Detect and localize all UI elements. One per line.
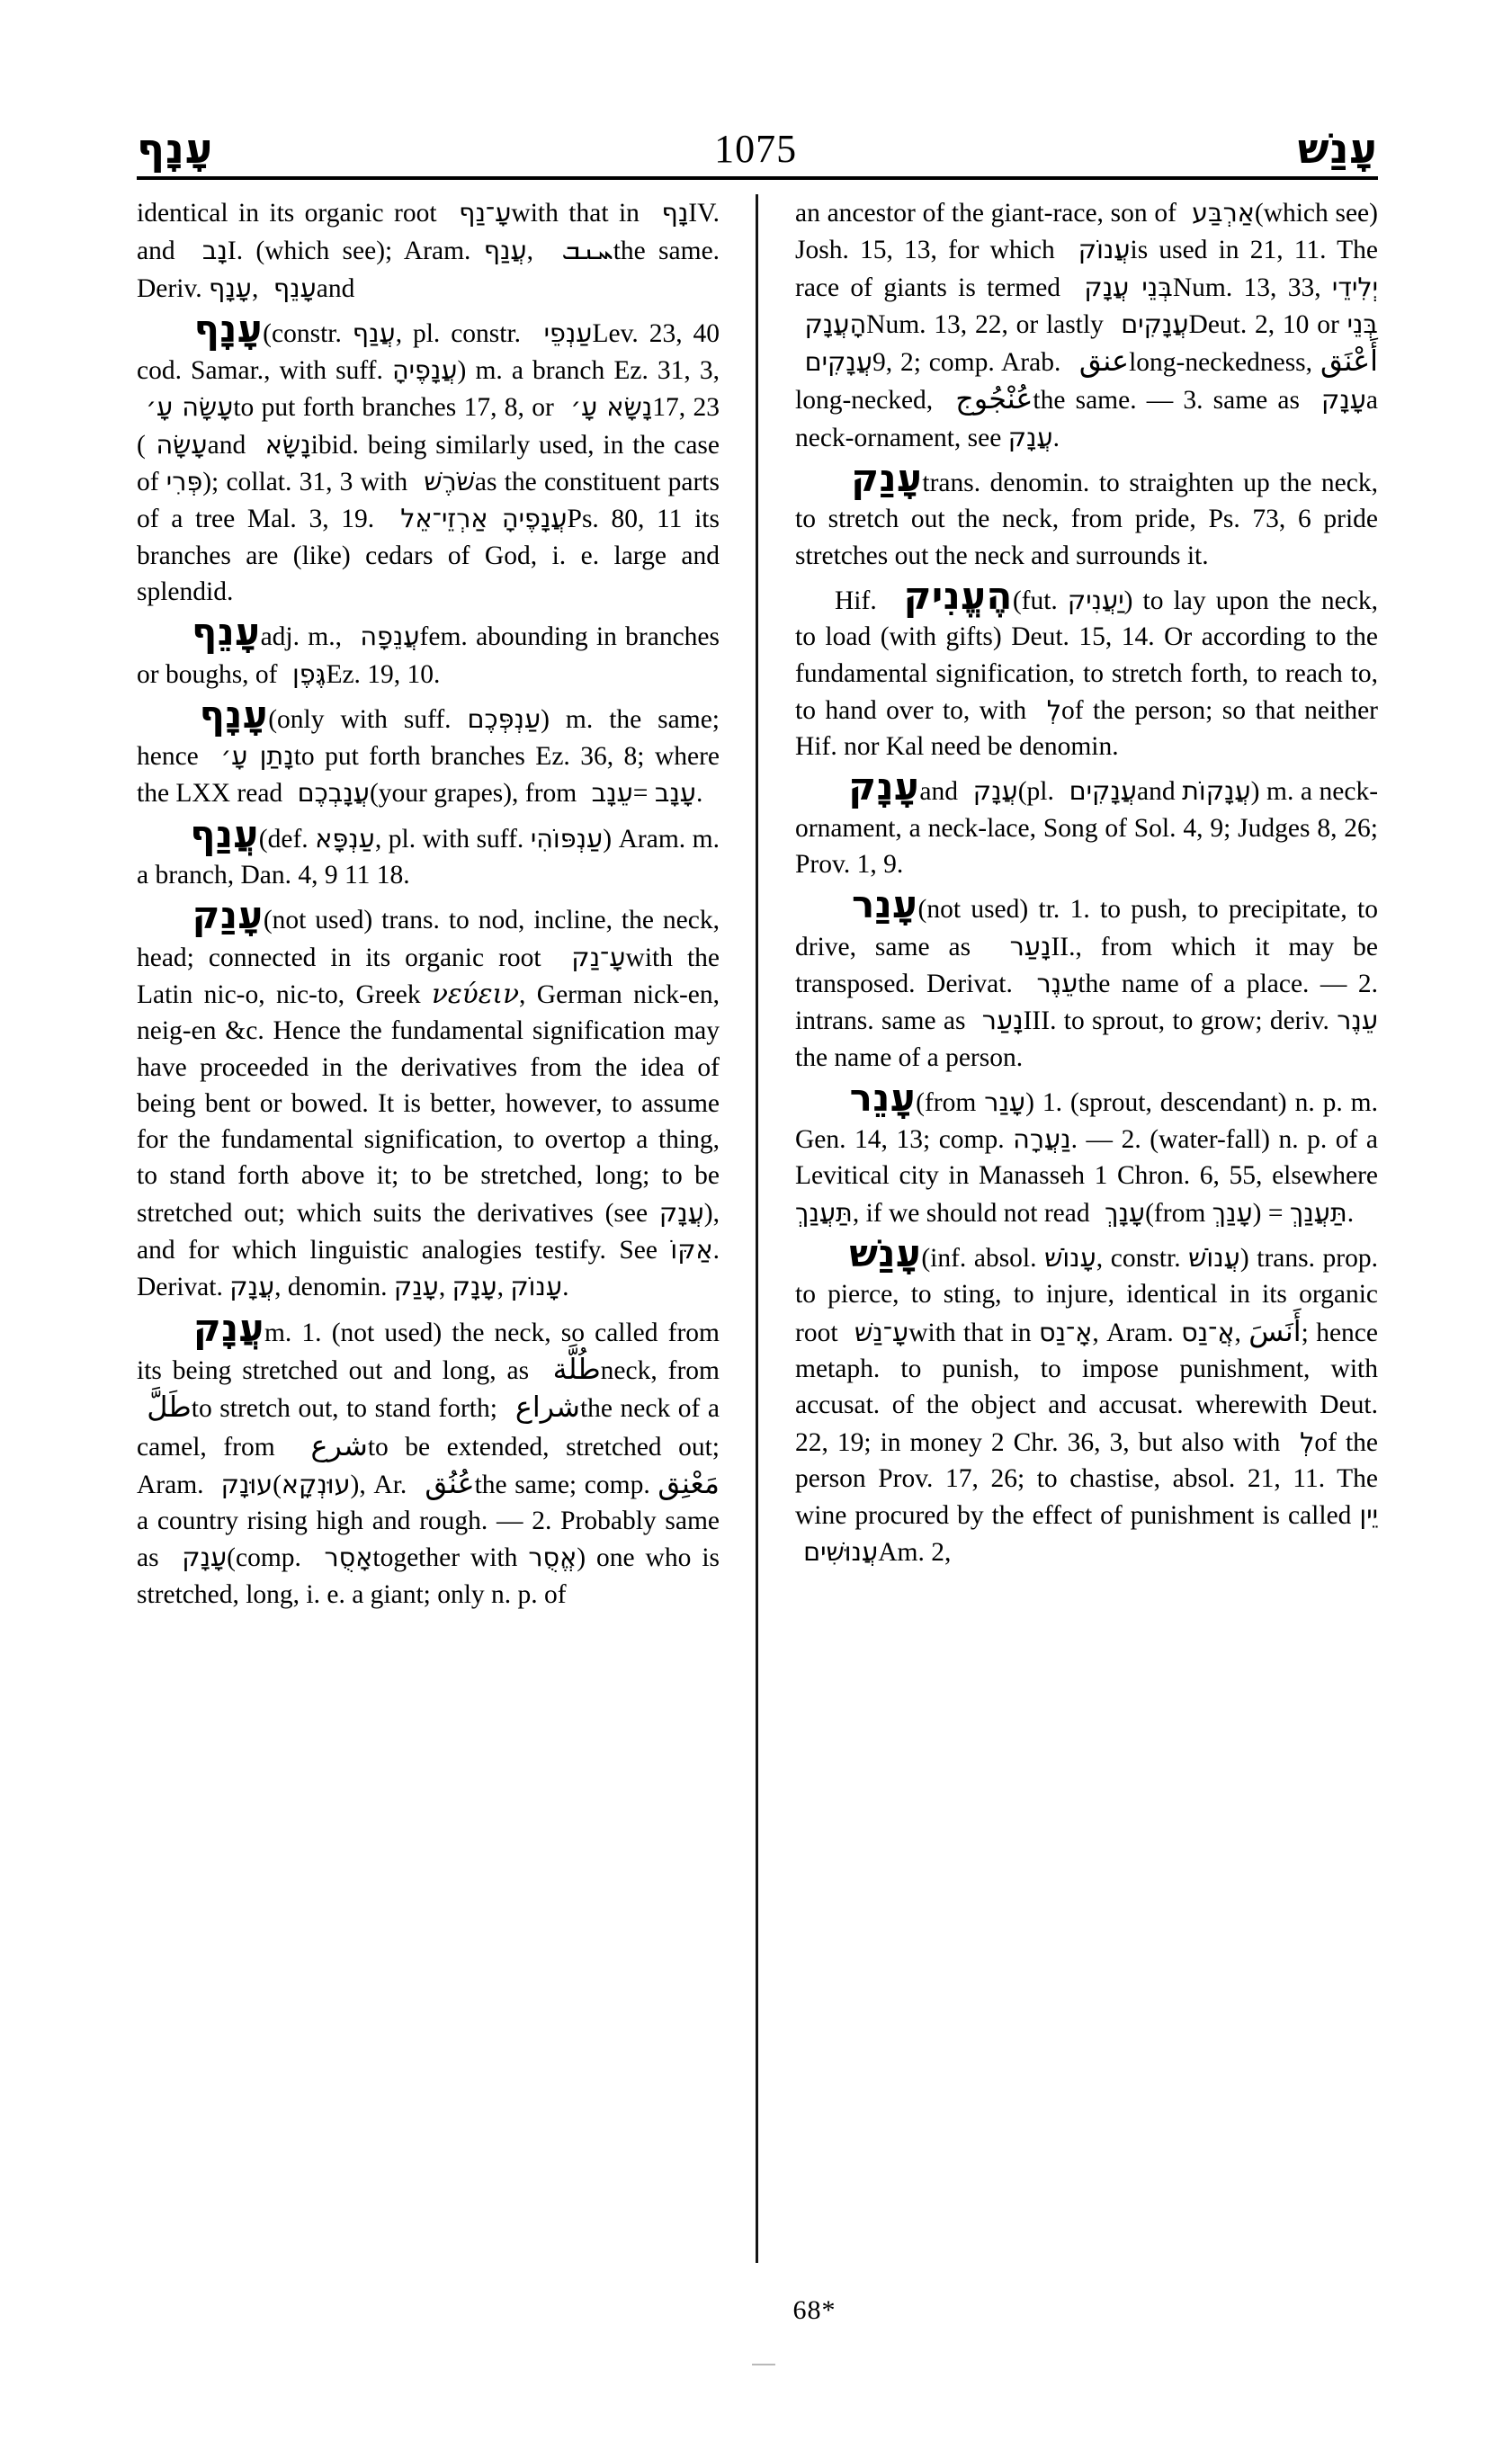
hebrew-text: עָנָק: [1310, 384, 1366, 416]
hebrew-text: עָנוֹק: [510, 1271, 563, 1302]
hebrew-text: עֵנָב: [583, 777, 633, 809]
dictionary-entry: עֲנָק m. 1. (not used) the neck, so called from its being stretched out and long, as طُلَّة neck, from طَلَّ to stretch out, to stand forth; شراع the neck of a camel, from شرع to be extended, stretched out; Aram. עוּנָק (עוּנְקָא), Ar. عُنُق the same; comp. مَعْنِق a country rising high and rough. — 2. Probably same as עָנָק (comp. אָסֻר together with אֱסֻר) one who is stretched, long, i. e. a giant; only n. p. of: [137, 1305, 720, 1609]
hebrew-text: נַעֲרָה: [1013, 1123, 1071, 1155]
hebrew-text: עָ־נַף: [447, 197, 512, 228]
two-column-body: [137, 194, 1378, 2290]
hebrew-text: עֲנָק: [1007, 421, 1053, 452]
entry-lemma: עָנַר: [835, 882, 918, 927]
arabic-text: أَعْنَق: [1320, 344, 1378, 379]
hebrew-text: בְּנֵי עֲנָקִים: [795, 308, 1378, 378]
hebrew-text: נָף: [649, 197, 689, 228]
hebrew-text: עַנְפָּא: [315, 822, 375, 854]
hebrew-text: נָשָׂא עָ׳: [561, 391, 653, 423]
hebrew-text: עֲנָפֶיהָ: [391, 354, 458, 386]
entry-lemma: עָנֵף: [176, 610, 261, 655]
entry-lemma: עָנָק: [835, 765, 920, 809]
dictionary-entry: עָנַר (not used) tr. 1. to push, to precipitate, to drive, same as נָעַר II., from which it may be transposed. Derivat. עֵנֶר the name of a place. — 2. intrans. same as נָעַר III. to sprout, to grow; deriv. עֵנֶר the name of a person.: [795, 882, 1379, 1072]
hebrew-text: עַנְפּוֹהִי: [530, 822, 604, 854]
hebrew-text: אָסֻר: [311, 1542, 373, 1573]
hebrew-text: עוּנְקָא: [281, 1468, 351, 1499]
arabic-text: عُنُق: [414, 1465, 475, 1500]
hebrew-text: עָנַר: [984, 1086, 1026, 1117]
hebrew-text: עָנַק: [393, 1271, 439, 1302]
dictionary-entry-conjugation: Hif. הֶעֱנִיק (fut. יַעֲנִיק) to lay upon the neck, to load (with gifts) Deut. 15, 14. Or according to the fundamental signification, to stretch forth, to reach to, to hand over to, with לְ of the person; so that neither Hif. nor Kal need be denomin.: [795, 573, 1379, 762]
hebrew-text: אֱסֻר: [528, 1542, 577, 1573]
hebrew-text: אָ־נַס: [1038, 1316, 1093, 1347]
hebrew-text: עֲנַף: [483, 235, 527, 266]
hebrew-text: לְ: [1289, 1426, 1315, 1457]
hebrew-text: עֲנָקִים: [1111, 308, 1189, 339]
running-head-left-headword: עָנָף: [137, 124, 214, 173]
hebrew-text: עֲנָק: [964, 775, 1018, 807]
hebrew-text: עֲנוֹשׁ: [1188, 1242, 1240, 1274]
arabic-text: طَلَّ: [137, 1390, 192, 1425]
hebrew-text: עָנָךְ: [1096, 1196, 1146, 1228]
header-rule: [137, 176, 1378, 180]
signature-mark: [0, 2295, 1512, 2326]
right-column: [795, 194, 1378, 2290]
arabic-text: طُلَّة: [540, 1351, 601, 1386]
hebrew-text: עֲנֵפָה: [350, 621, 420, 652]
syriac-text: ܚܢܒ: [546, 232, 613, 267]
hebrew-text: עָנוֹשׁ: [1044, 1242, 1096, 1274]
dictionary-entry: עָנָק and עֲנָק (pl. עֲנָקִים and עֲנָקוֹת) m. a neck-ornament, a neck-lace, Song of Sol. 4, 9; Judges 8, 26; Prov. 1, 9.: [795, 765, 1379, 880]
greek-text: νεύειν: [432, 978, 520, 1009]
dictionary-entry: עָנַשׁ (inf. absol. עָנוֹשׁ, constr. עֲנוֹשׁ) trans. prop. to pierce, to sting, to injure, identical in its organic root עָ־נַשׁ with that in אָ־נַס, Aram. אֲ־נַס, أَنَسَ; hence metaph. to punish, to impose punishment, with accusat. of the object and accusat. wherewith Deut. 22, 19; in money 2 Chr. 36, 3, but also with לְ of the person Prov. 17, 26; to chastise, absol. 21, 11. The wine procured by the effect of punishment is called יֵין עֲנוּשִׁים Am. 2,: [795, 1231, 1379, 1568]
arabic-text: عنق: [1069, 344, 1130, 379]
hebrew-text: נָעַר: [989, 930, 1051, 961]
entry-lemma: עָנַק: [176, 893, 264, 938]
left-column: [137, 194, 720, 2290]
entry-lemma: הֶעֱנִיק: [886, 573, 1013, 618]
hebrew-text: שֹׁרֶשׁ: [415, 466, 475, 497]
hebrew-text: נָב: [187, 235, 228, 266]
hebrew-text: נָתַן עָ׳: [209, 740, 294, 772]
entry-lemma: עָנָף: [176, 692, 269, 737]
entry-lemma: עָנַק: [835, 456, 923, 501]
signature-mark-label: 68*: [792, 2295, 837, 2325]
hebrew-text: עָ־נַק: [555, 941, 626, 972]
dictionary-entry: עָנַק (not used) trans. to nod, incline, the neck, head; connected in its organic root עָ־נַק with the Latin nic-o, nic-to, Greek νεύειν, German nick-en, neig-en &c. Hence the fundamental signification may have proceeded in the derivatives from the idea of being bent or bowed. It is better, however, to assume for the fundamental signification, to overtop a thing, to stand forth above it; to be stretched, long; to be stretched out; which suits the derivatives (see עֲנָק), and for which linguistic analogies testify. See אַקּוֹ. Derivat. עֲנָק, denomin. עָנַק, עָנָק, עָנוֹק.: [137, 893, 720, 1302]
running-head-right-headword: עָנַשׁ: [1297, 124, 1378, 173]
hebrew-text: יְלִידֵי הָעֲנָק: [795, 271, 1378, 339]
hebrew-text: תַּעֲנַךְ: [1289, 1196, 1347, 1228]
paragraph-continuation: identical in its organic root עָ־נַף with that in נָף IV. and נָב I. (which see); Aram. עֲנַף, ܚܢܒ the same. Deriv. עָנָף, עָנֵף and: [137, 197, 720, 303]
arabic-text: شرع: [291, 1427, 368, 1462]
hebrew-text: עֲנָקוֹת: [1182, 775, 1251, 807]
hebrew-text: עֲנָק: [658, 1196, 704, 1228]
page-tick-mark: [752, 2364, 775, 2365]
hebrew-text: אַרְבַּע: [1183, 197, 1255, 228]
hebrew-text: עֲנָפֶיהָ אַרְזֵי־אֵל: [386, 503, 568, 534]
entry-lemma: עָנָף: [176, 306, 264, 351]
hebrew-text: עָשָׂה עָ׳: [137, 391, 234, 423]
hebrew-text: פְּרִי: [166, 466, 203, 497]
arabic-text: أَنَسَ: [1248, 1313, 1302, 1348]
hebrew-text: אֲ־נַס: [1181, 1316, 1235, 1347]
arabic-text: عُنْجُوج: [943, 381, 1033, 416]
paragraph-continuation: an ancestor of the giant-race, son of אַרְבַּע (which see) Josh. 15, 13, for which עֲנוֹק is used in 21, 11. The race of giants is termed בְּנֵי עֲנָק Num. 13, 33, יְלִידֵי הָעֲנָק Num. 13, 22, or lastly עֲנָקִים Deut. 2, 10 or בְּנֵי עֲנָקִים 9, 2; comp. Arab. عنق long-neckedness, أَعْنَق long-necked, عُنْجُوج the same. — 3. same as עָנָק a neck-ornament, see עֲנָק.: [795, 197, 1378, 452]
hebrew-text: עֲנַף: [352, 317, 396, 348]
hebrew-text: עָנֵף: [264, 272, 317, 303]
hebrew-text: עֲנָבְכֶם: [289, 777, 370, 809]
running-head: [137, 106, 1378, 173]
hebrew-text: עוּנָק: [211, 1468, 273, 1499]
hebrew-text: עַנְפֵי: [531, 317, 593, 348]
hebrew-text: עֲנָק: [229, 1271, 275, 1302]
arabic-text: مَعْنِق: [658, 1465, 720, 1500]
hebrew-text: יַעֲנִיק: [1067, 584, 1124, 615]
hebrew-text: נָשָׂא: [255, 428, 311, 460]
hebrew-text: עֲנוֹק: [1065, 234, 1131, 265]
hebrew-text: יֵין עֲנוּשִׁים: [795, 1499, 1378, 1568]
hebrew-text: עֵנֶר: [1337, 1005, 1379, 1036]
hebrew-text: עָנַךְ: [1212, 1196, 1253, 1228]
hebrew-text: בְּנֵי עֲנָק: [1071, 271, 1173, 302]
hebrew-text: עָנָף: [209, 272, 252, 303]
hebrew-text: אַקּוֹ: [670, 1234, 713, 1265]
hebrew-text: עָ־נַשׁ: [845, 1316, 909, 1347]
hebrew-text: גֶּפֶן: [283, 657, 327, 689]
entry-lemma: עֲנָק: [176, 1305, 264, 1350]
entry-lemma: עָנֵר: [835, 1075, 917, 1120]
hebrew-text: נָעַר: [972, 1005, 1024, 1036]
dictionary-entry: עָנֵר (from עָנַר) 1. (sprout, descendant) n. p. m. Gen. 14, 13; comp. נַעֲרָה. — 2. (water-fall) n. p. of a Levitical city in Manasseh 1 Chron. 6, 55, elsewhere תַּעֲנַךְ, if we should not read עָנָךְ (from עָנַךְ) = תַּעֲנַךְ.: [795, 1075, 1379, 1228]
hebrew-text: עַנְפְּכֶם: [467, 702, 541, 734]
dictionary-entry: עֲנַף (def. עַנְפָּא, pl. with suff. עַנְפּוֹהִי) Aram. m. a branch, Dan. 4, 9 11 18.: [137, 811, 720, 890]
hebrew-text: עָנָב: [654, 777, 696, 809]
page-number: 1075: [714, 127, 798, 171]
entry-lemma: עֲנַף: [176, 811, 259, 856]
arabic-text: شراع: [505, 1390, 580, 1425]
dictionary-entry: עָנַק trans. denomin. to straighten up the neck, to stretch out the neck, from pride, Ps. 73, 6 pride stretches out the neck and surrounds it.: [795, 456, 1378, 570]
dictionary-entry: עָנָף (only with suff. עַנְפְּכֶם) m. the same; hence נָתַן עָ׳ to put forth branches Ez. 36, 8; where the LXX read עֲנָבְכֶם (your grapes), from עֵנָב = עָנָב.: [137, 692, 720, 809]
hebrew-text: עָשָׂה: [145, 428, 208, 460]
hebrew-text: עָנָק: [452, 1271, 497, 1302]
hebrew-text: עָנָק: [169, 1542, 228, 1573]
dictionary-entry: עָנָף (constr. עֲנַף, pl. constr. עַנְפֵי Lev. 23, 40 cod. Samar., with suff. עֲנָפֶיהָ) m. a branch Ez. 31, 3, עָשָׂה עָ׳ to put forth branches 17, 8, or נָשָׂא עָ׳ 17, 23 (עָשָׂה and נָשָׂא ibid. being similarly used, in the case of פְּרִי); collat. 31, 3 with שֹׁרֶשׁ as the constituent parts of a tree Mal. 3, 19. עֲנָפֶיהָ אַרְזֵי־אֵל Ps. 80, 11 its branches are (like) cedars of God, i. e. large and splendid.: [137, 306, 720, 606]
entry-lemma: עָנַשׁ: [835, 1231, 922, 1276]
hebrew-text: עֵנֶר: [1024, 967, 1078, 998]
dictionary-entry: עָנֵף adj. m., עֲנֵפָה fem. abounding in branches or boughs, of גֶּפֶן Ez. 19, 10.: [137, 610, 720, 689]
hebrew-text: לְ: [1035, 693, 1062, 725]
hebrew-text: עֲנָקִים: [1060, 775, 1137, 807]
hebrew-text: תַּעֲנַךְ: [795, 1196, 853, 1228]
